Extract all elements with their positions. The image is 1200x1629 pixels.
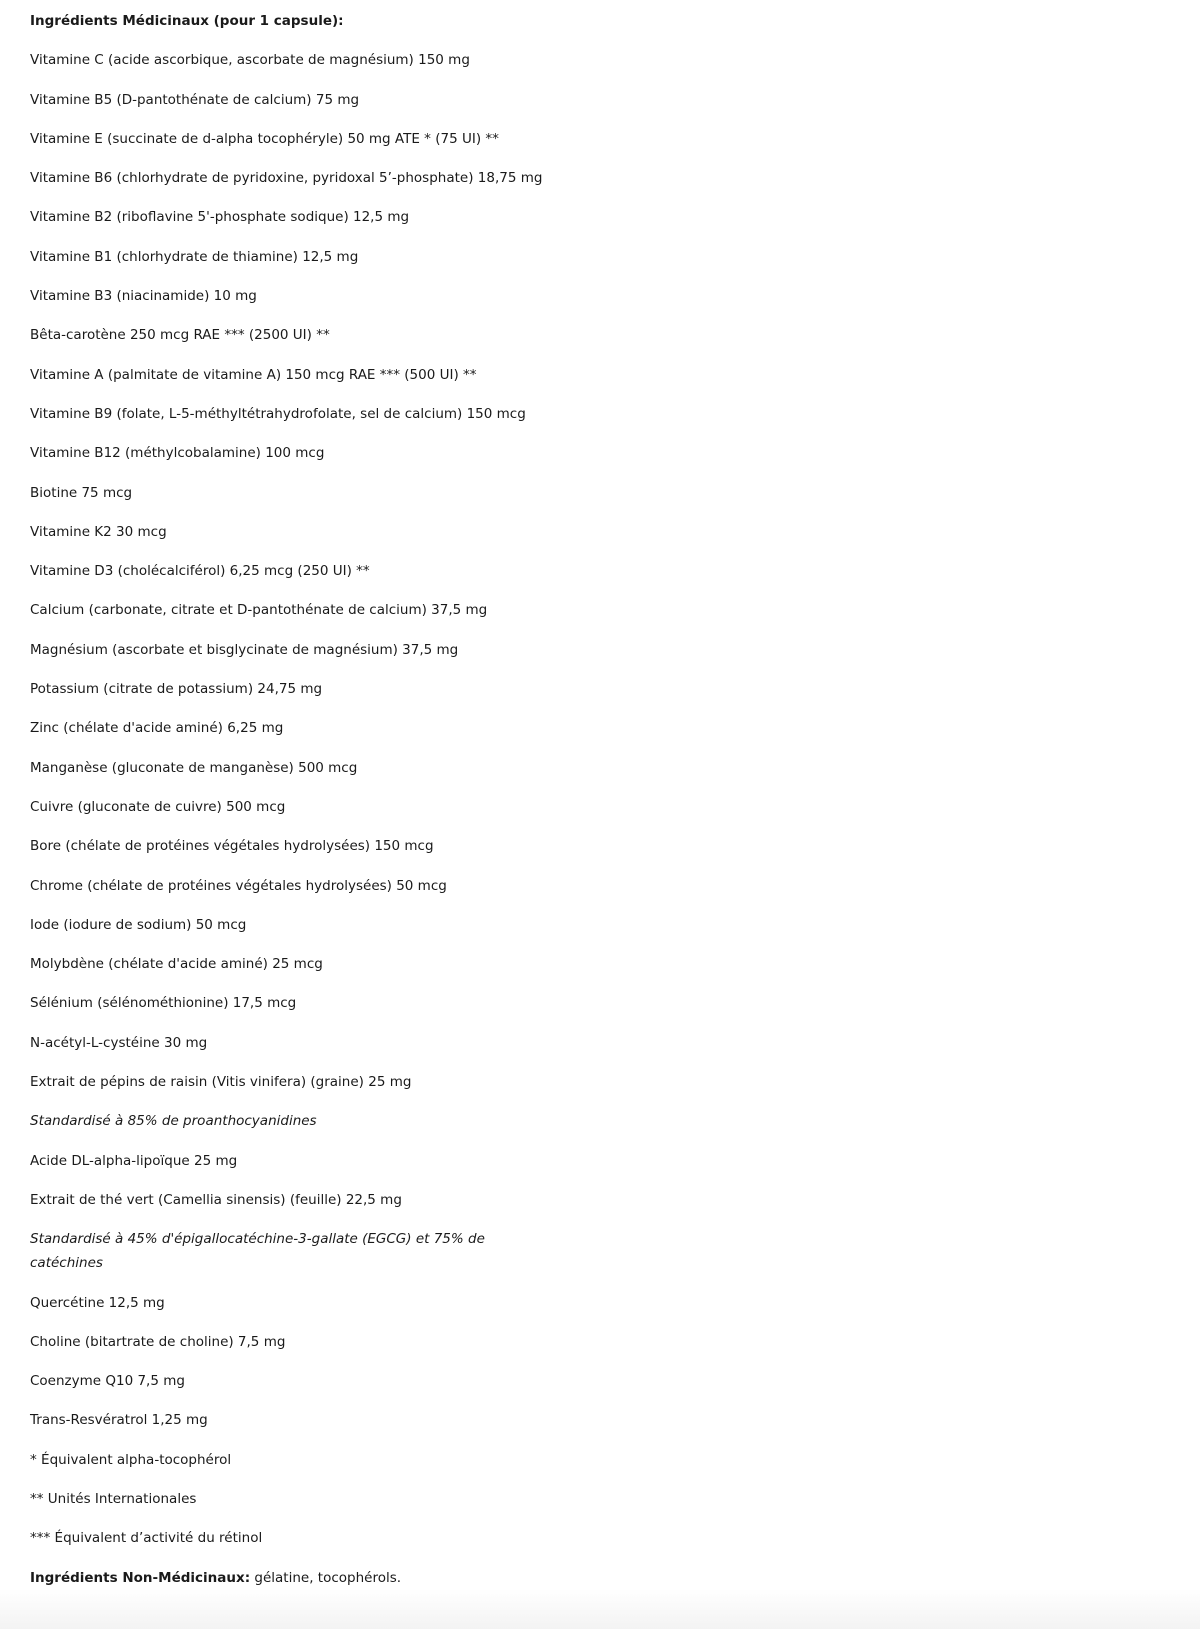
ingredient-nac: N-acétyl-L-cystéine 30 mg bbox=[30, 1034, 208, 1051]
footnote-international-units: ** Unités Internationales bbox=[30, 1490, 197, 1507]
ingredients-document bbox=[30, 9, 543, 1605]
ingredient-quercetin: Quercétine 12,5 mg bbox=[30, 1294, 165, 1311]
ingredient-alpha-lipoic-acid: Acide DL-alpha-lipoïque 25 mg bbox=[30, 1152, 238, 1169]
ingredient-chromium: Chrome (chélate de protéines végétales hydrolysées) 50 mcg bbox=[30, 877, 447, 894]
ingredient-vitamin-e: Vitamine E (succinate de d-alpha tocophéryle) 50 mg ATE * (75 UI) ** bbox=[30, 130, 499, 147]
ingredient-coenzyme-q10: Coenzyme Q10 7,5 mg bbox=[30, 1373, 185, 1390]
ingredient-vitamin-b3: Vitamine B3 (niacinamide) 10 mg bbox=[30, 288, 257, 305]
non-medicinal-value: gélatine, tocophérols. bbox=[250, 1569, 402, 1586]
green-tea-standardization-note: Standardisé à 45% d'épigallocatéchine-3-gallate (EGCG) et 75% de catéchines bbox=[30, 1231, 485, 1272]
ingredient-grape-seed-extract: Extrait de pépins de raisin (Vitis vinifera) (graine) 25 mg bbox=[30, 1074, 412, 1091]
ingredient-beta-carotene: Bêta-carotène 250 mcg RAE *** (2500 UI) ** bbox=[30, 327, 330, 344]
ingredient-vitamin-b5: Vitamine B5 (D-pantothénate de calcium) 75 mg bbox=[30, 91, 360, 108]
ingredient-vitamin-b12: Vitamine B12 (méthylcobalamine) 100 mcg bbox=[30, 445, 325, 462]
non-medicinal-label: Ingrédients Non-Médicinaux: bbox=[30, 1569, 251, 1586]
medicinal-ingredients-heading: Ingrédients Médicinaux (pour 1 capsule): bbox=[30, 13, 344, 29]
ingredient-vitamin-b1: Vitamine B1 (chlorhydrate de thiamine) 12,5 mg bbox=[30, 248, 359, 265]
footnote-retinol-activity: *** Équivalent d’activité du rétinol bbox=[30, 1530, 263, 1547]
ingredient-vitamin-d3: Vitamine D3 (cholécalciférol) 6,25 mcg (250 UI) ** bbox=[30, 563, 370, 580]
footnote-alpha-tocopherol: * Équivalent alpha-tocophérol bbox=[30, 1451, 232, 1468]
ingredient-green-tea-extract: Extrait de thé vert (Camellia sinensis) (feuille) 22,5 mg bbox=[30, 1191, 402, 1208]
ingredient-iodine: Iode (iodure de sodium) 50 mcg bbox=[30, 916, 247, 933]
ingredient-vitamin-c: Vitamine C (acide ascorbique, ascorbate de magnésium) 150 mg bbox=[30, 52, 470, 69]
ingredient-potassium: Potassium (citrate de potassium) 24,75 mg bbox=[30, 681, 323, 698]
ingredient-choline: Choline (bitartrate de choline) 7,5 mg bbox=[30, 1333, 286, 1350]
ingredient-boron: Bore (chélate de protéines végétales hydrolysées) 150 mcg bbox=[30, 838, 434, 855]
grape-seed-standardization-note: Standardisé à 85% de proanthocyanidines bbox=[30, 1113, 317, 1130]
ingredient-copper: Cuivre (gluconate de cuivre) 500 mcg bbox=[30, 798, 286, 815]
non-medicinal-ingredients bbox=[30, 1566, 500, 1590]
ingredient-vitamin-b2: Vitamine B2 (riboflavine 5'-phosphate sodique) 12,5 mg bbox=[30, 209, 410, 226]
bottom-fade bbox=[0, 1589, 1200, 1629]
ingredient-trans-resveratrol: Trans-Resvératrol 1,25 mg bbox=[30, 1412, 208, 1429]
ingredient-vitamin-b6: Vitamine B6 (chlorhydrate de pyridoxine, pyridoxal 5’-phosphate) 18,75 mg bbox=[30, 170, 543, 187]
ingredient-manganese: Manganèse (gluconate de manganèse) 500 mcg bbox=[30, 759, 358, 776]
ingredient-zinc: Zinc (chélate d'acide aminé) 6,25 mg bbox=[30, 720, 284, 737]
ingredient-vitamin-b9: Vitamine B9 (folate, L-5-méthyltétrahydrofolate, sel de calcium) 150 mcg bbox=[30, 405, 526, 422]
ingredient-molybdenum: Molybdène (chélate d'acide aminé) 25 mcg bbox=[30, 956, 323, 973]
ingredient-calcium: Calcium (carbonate, citrate et D-pantothénate de calcium) 37,5 mg bbox=[30, 602, 488, 619]
ingredient-magnesium: Magnésium (ascorbate et bisglycinate de magnésium) 37,5 mg bbox=[30, 641, 459, 658]
ingredient-vitamin-a: Vitamine A (palmitate de vitamine A) 150 mcg RAE *** (500 UI) ** bbox=[30, 366, 477, 383]
ingredient-biotin: Biotine 75 mcg bbox=[30, 484, 133, 501]
ingredient-vitamin-k2: Vitamine K2 30 mcg bbox=[30, 523, 167, 540]
ingredient-selenium: Sélénium (sélénométhionine) 17,5 mcg bbox=[30, 995, 297, 1012]
